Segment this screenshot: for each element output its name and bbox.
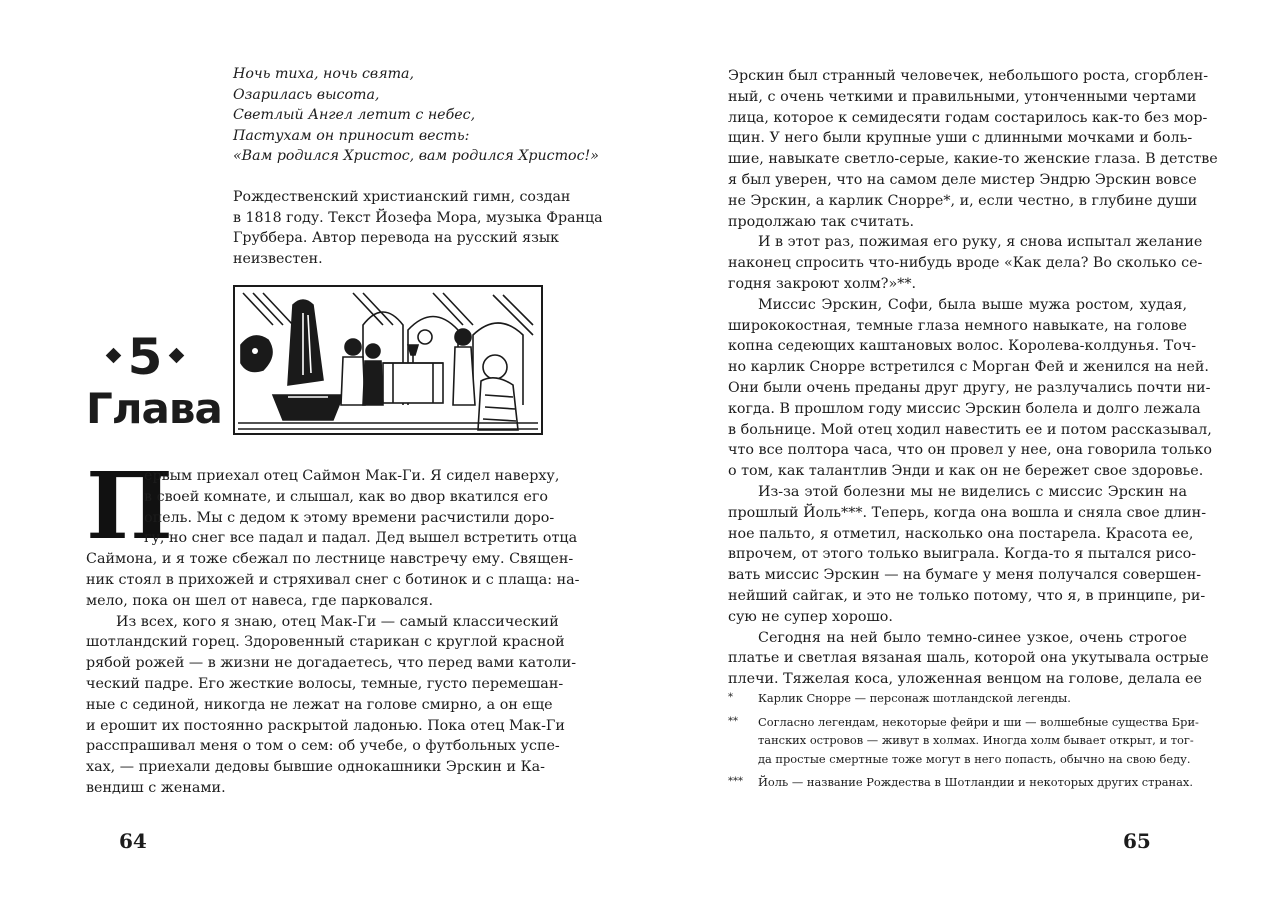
text-line: Из-за этой болезни мы не виделись с миссис Эрскин на xyxy=(758,483,1187,500)
text-line: и ерошит их постоянно раскрытой ладонью. Пока отец Мак-Ги xyxy=(86,717,565,734)
text-line: ширококостная, темные глаза немного навыкате, на голове xyxy=(728,317,1187,334)
text-line: в больнице. Мой отец ходил навестить ее и потом рассказывал, xyxy=(728,421,1212,438)
text-line: продолжаю так считать. xyxy=(728,213,915,230)
text-line: ный, с очень четкими и правильными, утонченными чертами xyxy=(728,88,1197,105)
text-line: ервым приехал отец Саймон Мак-Ги. Я сидел наверху, xyxy=(144,468,560,484)
epigraph-note-line: в 1818 году. Текст Йозефа Мора, музыка Франца xyxy=(233,209,603,226)
epigraph-verse-line: «Вам родился Христос, вам родился Христос!» xyxy=(233,148,599,165)
footnote-line: танских островов — живут в холмах. Иногда холм бывает открыт, и тог- xyxy=(758,733,1194,747)
footnote-mark: * xyxy=(728,692,733,703)
page-number: 65 xyxy=(1123,829,1151,853)
footnote-line: Йоль — название Рождества в Шотландии и некоторых других странах. xyxy=(758,775,1193,789)
text-line: шотландский горец. Здоровенный старикан с круглой красной xyxy=(86,634,565,651)
footnote xyxy=(728,773,1193,792)
text-line: сую не супер хорошо. xyxy=(728,608,893,625)
text-line: гу, но снег все падал и падал. Дед вышел встретить отца xyxy=(144,530,578,547)
text-line: ник стоял в прихожей и стряхивал снег с ботинок и с плаща: на- xyxy=(86,571,580,588)
footnote-mark: *** xyxy=(728,776,743,787)
chapter-number-value: 5 xyxy=(127,328,163,386)
page-number: 64 xyxy=(119,829,147,853)
text-line: плечи. Тяжелая коса, уложенная венцом на голове, делала ее xyxy=(728,671,1202,688)
text-line: вендиш с женами. xyxy=(86,779,226,796)
text-line: ное пальто, я отметил, насколько она постарела. Красота ее, xyxy=(728,525,1194,542)
text-line: ческий падре. Его жесткие волосы, темные, густо перемешан- xyxy=(86,675,564,692)
text-line: но карлик Снорре встретился с Морган Фей и женился на ней. xyxy=(728,359,1209,376)
diamond-ornament xyxy=(105,348,121,364)
text-line: Эрскин был странный человечек, небольшого роста, сгорблен- xyxy=(728,68,1209,84)
text-line: И в этот раз, пожимая его руку, я снова испытал желание xyxy=(758,234,1203,251)
epigraph-note-line: Груббера. Автор перевода на русский язык xyxy=(233,230,560,247)
text-line: я был уверен, что на самом деле мистер Эндрю Эрскин вовсе xyxy=(728,171,1197,188)
chapter-word: Глава xyxy=(86,384,222,433)
text-line: наконец спросить что-нибудь вроде «Как дела? Во сколько се- xyxy=(728,255,1203,272)
footnotes xyxy=(728,689,1199,797)
text-line: ные с сединой, никогда не лежат на голове смирно, а он еще xyxy=(86,696,553,713)
text-line: о том, как талантлив Энди и как он не бережет свое здоровье. xyxy=(728,463,1204,480)
text-line: прошлый Йоль***. Теперь, когда она вошла и сняла свое длин- xyxy=(728,504,1207,521)
text-line: что все полтора часа, что он провел у нее, она говорила только xyxy=(728,442,1212,459)
text-line: вать миссис Эрскин — на бумаге у меня получался совершен- xyxy=(728,567,1202,584)
text-line: опель. Мы с дедом к этому времени расчистили доро- xyxy=(144,509,555,526)
epigraph-note-line: Рождественский христианский гимн, создан xyxy=(233,188,571,205)
text-line: Из всех, кого я знаю, отец Мак-Ги — самый классический xyxy=(116,613,559,630)
footnote xyxy=(728,689,1188,708)
text-line: не Эрскин, а карлик Снорре*, и, если честно, в глубине души xyxy=(728,192,1198,209)
right-page xyxy=(634,0,1269,908)
text-line: копна седеющих каштановых волос. Королева-колдунья. Точ- xyxy=(728,338,1197,355)
epigraph-verse-line: Светлый Ангел летит с небес, xyxy=(233,107,476,124)
body-text xyxy=(728,66,1218,690)
text-line: Сегодня на ней было темно-синее узкое, очень строгое xyxy=(758,629,1187,646)
text-line: в своей комнате, и слышал, как во двор вкатился его xyxy=(144,488,548,505)
drop-cap: П xyxy=(86,452,173,560)
chapter-number xyxy=(98,328,192,386)
text-line: годня закроют холм?»**. xyxy=(728,275,917,292)
epigraph-note-line: неизвестен. xyxy=(233,250,323,267)
text-line: рябой рожей — в жизни не догадаетесь, что перед вами католи- xyxy=(86,655,577,672)
text-line: Они были очень преданы друг другу, не разлучались почти ни- xyxy=(728,379,1211,396)
text-line: мело, пока он шел от навеса, где парковался. xyxy=(86,592,434,609)
body-text xyxy=(86,452,580,799)
left-page xyxy=(0,0,634,908)
footnote-line: да простые смертные тоже могут в него попасть, обычно на свою беду. xyxy=(758,751,1191,766)
epigraph-verse-line: Ночь тиха, ночь свята, xyxy=(233,66,415,82)
diamond-ornament xyxy=(169,348,185,364)
text-line: когда. В прошлом году миссис Эрскин болела и долго лежала xyxy=(728,400,1201,417)
text-line: Миссис Эрскин, Софи, была выше мужа ростом, худая, xyxy=(758,296,1187,313)
text-line: нейший сайгак, и это не только потому, что я, в принципе, ри- xyxy=(728,587,1206,604)
epigraph xyxy=(233,64,603,269)
nativity-illustration xyxy=(233,285,543,435)
epigraph-verse-line: Озарилась высота, xyxy=(233,86,380,103)
text-line: расспрашивал меня о том о сем: об учебе, о футбольных успе- xyxy=(86,738,560,755)
text-line: лица, которое к семидесяти годам состарилось как-то без мор- xyxy=(728,109,1208,126)
text-line: шие, навыкате светло-серые, какие-то женские глаза. В детстве xyxy=(728,151,1218,168)
text-line: Саймона, и я тоже сбежал по лестнице навстречу ему. Священ- xyxy=(86,551,574,568)
footnote-line: Карлик Снорре — персонаж шотландской легенды. xyxy=(758,691,1071,705)
footnote-mark: ** xyxy=(728,715,738,727)
epigraph-verse-line: Пастухам он приносит весть: xyxy=(233,127,470,144)
footnote-line: Согласно легендам, некоторые фейри и ши — волшебные существа Бри- xyxy=(758,714,1199,729)
text-line: платье и светлая вязаная шаль, которой она укутывала острые xyxy=(728,650,1209,667)
text-line: щин. У него были крупные уши с длинными мочками и боль- xyxy=(728,130,1193,147)
text-line: впрочем, от этого только выиграла. Когда-то я пытался рисо- xyxy=(728,546,1197,563)
footnote xyxy=(728,713,1199,769)
text-line: хах, — приехали дедовы бывшие однокашники Эрскин и Ка- xyxy=(86,759,545,776)
